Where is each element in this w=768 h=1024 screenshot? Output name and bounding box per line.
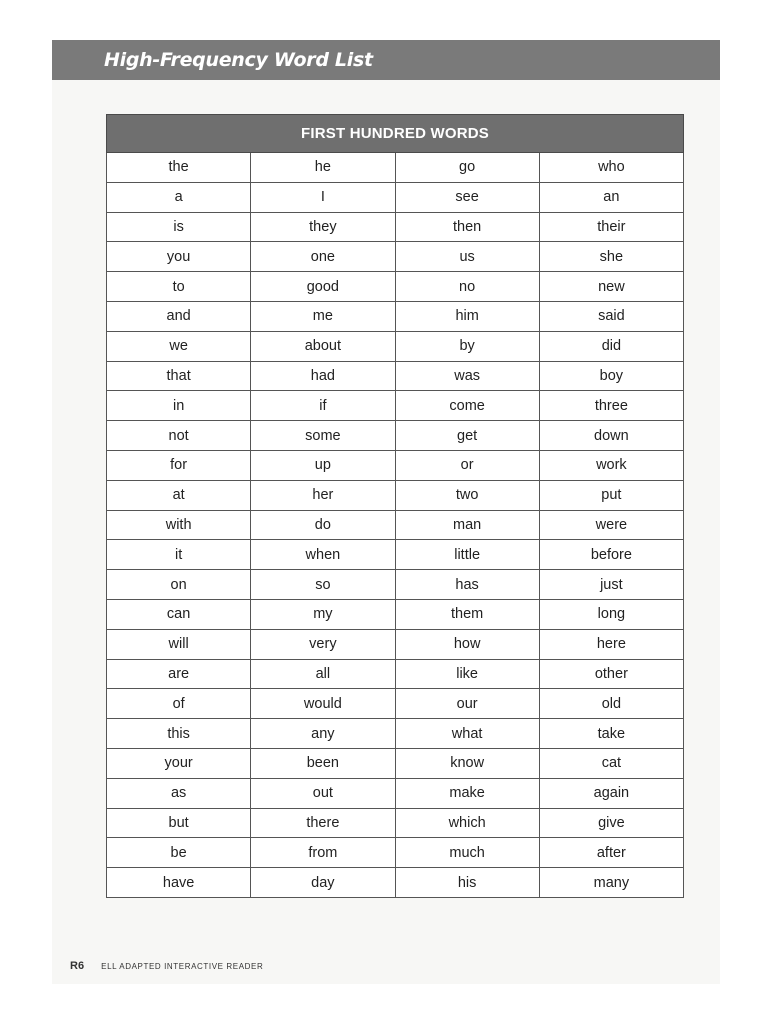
table-row	[107, 719, 684, 749]
word-cell: out	[251, 778, 395, 808]
word-cell: when	[251, 540, 395, 570]
word-cell: then	[395, 212, 539, 242]
word-cell: on	[107, 570, 251, 600]
word-cell: them	[395, 599, 539, 629]
word-cell: your	[107, 748, 251, 778]
word-cell: there	[251, 808, 395, 838]
word-cell: has	[395, 570, 539, 600]
word-cell: three	[539, 391, 683, 421]
table-row	[107, 748, 684, 778]
word-cell: boy	[539, 361, 683, 391]
word-cell: I	[251, 182, 395, 212]
table-row	[107, 182, 684, 212]
word-cell: me	[251, 301, 395, 331]
page-title: High-Frequency Word List	[104, 49, 373, 71]
word-cell: two	[395, 480, 539, 510]
word-cell: would	[251, 689, 395, 719]
word-cell: long	[539, 599, 683, 629]
document-page	[52, 40, 720, 984]
word-cell: one	[251, 242, 395, 272]
word-cell: much	[395, 838, 539, 868]
word-cell: get	[395, 421, 539, 451]
word-cell: but	[107, 808, 251, 838]
word-cell: had	[251, 361, 395, 391]
word-cell: do	[251, 510, 395, 540]
table-row	[107, 331, 684, 361]
word-cell: and	[107, 301, 251, 331]
word-cell: in	[107, 391, 251, 421]
word-cell: how	[395, 629, 539, 659]
word-cell: it	[107, 540, 251, 570]
word-cell: make	[395, 778, 539, 808]
word-cell: at	[107, 480, 251, 510]
word-cell: give	[539, 808, 683, 838]
word-cell: can	[107, 599, 251, 629]
table-row	[107, 808, 684, 838]
word-cell: were	[539, 510, 683, 540]
table-row	[107, 629, 684, 659]
word-cell: take	[539, 719, 683, 749]
word-cell: what	[395, 719, 539, 749]
table-row	[107, 510, 684, 540]
word-cell: down	[539, 421, 683, 451]
word-cell: just	[539, 570, 683, 600]
word-cell: up	[251, 450, 395, 480]
table-row	[107, 599, 684, 629]
word-cell: again	[539, 778, 683, 808]
word-cell: we	[107, 331, 251, 361]
page-footer	[70, 954, 263, 973]
word-cell: an	[539, 182, 683, 212]
table-row	[107, 242, 684, 272]
word-cell: about	[251, 331, 395, 361]
word-cell: to	[107, 272, 251, 302]
table-row	[107, 391, 684, 421]
word-cell: before	[539, 540, 683, 570]
word-cell: after	[539, 838, 683, 868]
word-cell: he	[251, 153, 395, 183]
word-cell: with	[107, 510, 251, 540]
table-row	[107, 480, 684, 510]
word-cell: like	[395, 659, 539, 689]
table-row	[107, 361, 684, 391]
word-cell: been	[251, 748, 395, 778]
word-cell: some	[251, 421, 395, 451]
word-cell: the	[107, 153, 251, 183]
word-cell: of	[107, 689, 251, 719]
word-cell: any	[251, 719, 395, 749]
table-header: FIRST HUNDRED WORDS	[107, 115, 684, 153]
word-cell: is	[107, 212, 251, 242]
word-cell: work	[539, 450, 683, 480]
word-cell: many	[539, 868, 683, 898]
word-cell: have	[107, 868, 251, 898]
word-cell: go	[395, 153, 539, 183]
word-cell: little	[395, 540, 539, 570]
word-cell: that	[107, 361, 251, 391]
table-row	[107, 778, 684, 808]
word-cell: our	[395, 689, 539, 719]
word-cell: so	[251, 570, 395, 600]
table-row	[107, 659, 684, 689]
word-cell: his	[395, 868, 539, 898]
page-number: R6	[70, 960, 85, 972]
word-cell: are	[107, 659, 251, 689]
word-cell: their	[539, 212, 683, 242]
word-cell: day	[251, 868, 395, 898]
word-cell: new	[539, 272, 683, 302]
word-cell: who	[539, 153, 683, 183]
word-cell: will	[107, 629, 251, 659]
word-cell: they	[251, 212, 395, 242]
word-cell: not	[107, 421, 251, 451]
word-cell: a	[107, 182, 251, 212]
word-cell: here	[539, 629, 683, 659]
word-cell: if	[251, 391, 395, 421]
table-row	[107, 153, 684, 183]
word-cell: be	[107, 838, 251, 868]
table-row	[107, 868, 684, 898]
word-cell: know	[395, 748, 539, 778]
word-cell: us	[395, 242, 539, 272]
word-cell: did	[539, 331, 683, 361]
table-row	[107, 838, 684, 868]
word-cell: said	[539, 301, 683, 331]
table-row	[107, 570, 684, 600]
table-row	[107, 689, 684, 719]
word-cell: all	[251, 659, 395, 689]
word-cell: which	[395, 808, 539, 838]
table-row	[107, 301, 684, 331]
word-cell: this	[107, 719, 251, 749]
word-cell: she	[539, 242, 683, 272]
word-cell: by	[395, 331, 539, 361]
table-row	[107, 540, 684, 570]
table-row	[107, 212, 684, 242]
word-cell: come	[395, 391, 539, 421]
word-cell: good	[251, 272, 395, 302]
word-cell: see	[395, 182, 539, 212]
word-cell: my	[251, 599, 395, 629]
word-cell: her	[251, 480, 395, 510]
footer-text: ELL ADAPTED INTERACTIVE READER	[101, 962, 264, 971]
word-cell: old	[539, 689, 683, 719]
title-banner	[52, 40, 720, 80]
word-cell: for	[107, 450, 251, 480]
word-cell: or	[395, 450, 539, 480]
word-cell: you	[107, 242, 251, 272]
word-cell: very	[251, 629, 395, 659]
word-table-body	[107, 153, 684, 898]
word-cell: other	[539, 659, 683, 689]
word-cell: him	[395, 301, 539, 331]
word-cell: no	[395, 272, 539, 302]
word-cell: was	[395, 361, 539, 391]
word-cell: as	[107, 778, 251, 808]
table-header-row	[107, 115, 684, 153]
word-cell: put	[539, 480, 683, 510]
word-cell: cat	[539, 748, 683, 778]
table-row	[107, 450, 684, 480]
word-cell: from	[251, 838, 395, 868]
word-table	[106, 114, 684, 898]
table-row	[107, 421, 684, 451]
word-cell: man	[395, 510, 539, 540]
table-row	[107, 272, 684, 302]
